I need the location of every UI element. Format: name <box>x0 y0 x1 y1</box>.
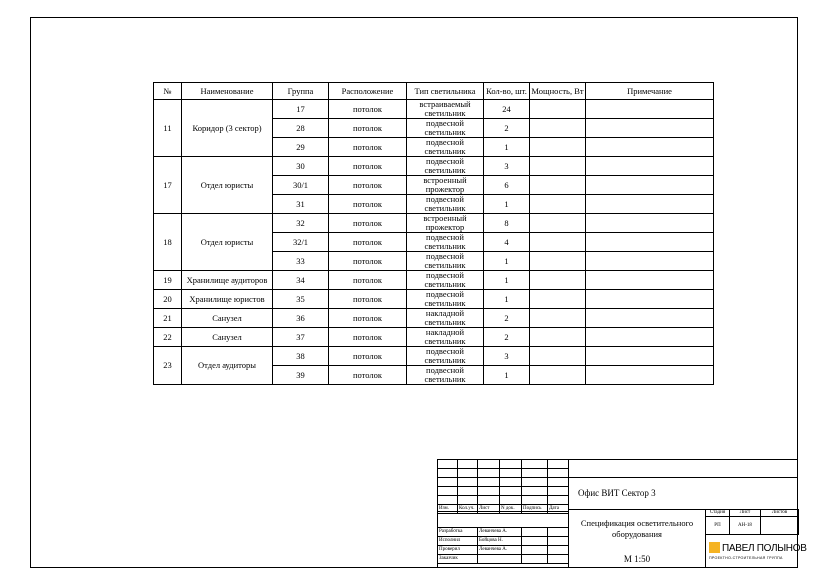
room-number: 21 <box>154 309 182 328</box>
table-row <box>154 157 714 176</box>
logo-subtext: ПРОЕКТНО-СТРОИТЕЛЬНАЯ ГРУППА <box>709 556 783 560</box>
note-cell <box>586 290 714 309</box>
note-cell <box>586 138 714 157</box>
col-sign: Подпись <box>522 505 548 514</box>
role-person: Леванчева А. <box>478 528 522 537</box>
group-cell: 30 <box>273 157 329 176</box>
room-number: 23 <box>154 347 182 385</box>
room-number: 18 <box>154 214 182 271</box>
lamp-type-cell: подвесной светильник <box>407 290 484 309</box>
note-cell <box>586 252 714 271</box>
header-qty: Кол-во, шт. <box>484 83 530 100</box>
room-name: Отдел юристы <box>182 214 273 271</box>
location-cell: потолок <box>329 119 407 138</box>
role-row <box>438 528 569 537</box>
header-location: Расположение <box>329 83 407 100</box>
power-cell <box>530 347 586 366</box>
qty-cell: 3 <box>484 347 530 366</box>
room-name: Санузел <box>182 328 273 347</box>
group-cell: 30/1 <box>273 176 329 195</box>
role-sign <box>522 537 548 546</box>
group-cell: 35 <box>273 290 329 309</box>
role-label: Заказчик <box>438 555 478 564</box>
room-name: Хранилище юристов <box>182 290 273 309</box>
revision-header-row <box>438 505 569 514</box>
logo-mark-icon <box>709 542 720 553</box>
role-sign <box>522 555 548 564</box>
group-cell: 32 <box>273 214 329 233</box>
roles-grid <box>437 527 569 564</box>
stage-grid <box>705 509 799 535</box>
note-cell <box>586 309 714 328</box>
location-cell: потолок <box>329 328 407 347</box>
lamp-type-cell: накладной светильник <box>407 309 484 328</box>
location-cell: потолок <box>329 100 407 119</box>
group-cell: 38 <box>273 347 329 366</box>
group-cell: 28 <box>273 119 329 138</box>
location-cell: потолок <box>329 233 407 252</box>
location-cell: потолок <box>329 252 407 271</box>
group-cell: 32/1 <box>273 233 329 252</box>
table-row <box>154 347 714 366</box>
table-row <box>154 100 714 119</box>
group-cell: 33 <box>273 252 329 271</box>
group-cell: 37 <box>273 328 329 347</box>
qty-cell: 2 <box>484 309 530 328</box>
role-row <box>438 555 569 564</box>
header-num: № <box>154 83 182 100</box>
sheets-value <box>761 517 799 535</box>
location-cell: потолок <box>329 290 407 309</box>
lamp-type-cell: подвесной светильник <box>407 138 484 157</box>
room-name: Санузел <box>182 309 273 328</box>
role-person <box>478 555 522 564</box>
note-cell <box>586 176 714 195</box>
note-cell <box>586 214 714 233</box>
location-cell: потолок <box>329 309 407 328</box>
table-row <box>154 328 714 347</box>
location-cell: потолок <box>329 347 407 366</box>
group-cell: 39 <box>273 366 329 385</box>
note-cell <box>586 271 714 290</box>
qty-cell: 1 <box>484 271 530 290</box>
project-name: Офис ВИТ Сектор 3 <box>578 488 656 498</box>
col-kol: Кол.уч. <box>458 505 478 514</box>
qty-cell: 2 <box>484 328 530 347</box>
location-cell: потолок <box>329 366 407 385</box>
power-cell <box>530 252 586 271</box>
qty-cell: 6 <box>484 176 530 195</box>
header-name: Наименование <box>182 83 273 100</box>
location-cell: потолок <box>329 138 407 157</box>
group-cell: 29 <box>273 138 329 157</box>
qty-cell: 1 <box>484 138 530 157</box>
location-cell: потолок <box>329 214 407 233</box>
room-name: Отдел аудиторы <box>182 347 273 385</box>
location-cell: потолок <box>329 157 407 176</box>
note-cell <box>586 100 714 119</box>
spec-table <box>153 82 714 385</box>
table-header-row <box>154 83 714 100</box>
table-row <box>154 271 714 290</box>
location-cell: потолок <box>329 271 407 290</box>
power-cell <box>530 366 586 385</box>
group-cell: 17 <box>273 100 329 119</box>
note-cell <box>586 347 714 366</box>
lamp-type-cell: подвесной светильник <box>407 271 484 290</box>
note-cell <box>586 233 714 252</box>
role-sign <box>522 528 548 537</box>
power-cell <box>530 176 586 195</box>
lamp-type-cell: подвесной светильник <box>407 252 484 271</box>
header-power: Мощность, Вт <box>530 83 586 100</box>
lamp-type-cell: подвесной светильник <box>407 195 484 214</box>
lamp-type-cell: подвесной светильник <box>407 366 484 385</box>
qty-cell: 1 <box>484 252 530 271</box>
qty-cell: 1 <box>484 366 530 385</box>
power-cell <box>530 309 586 328</box>
table-row <box>154 214 714 233</box>
power-cell <box>530 119 586 138</box>
header-lamp-type: Тип светильника <box>407 83 484 100</box>
logo-text: ПАВЕЛ ПОЛЫНОВ <box>722 543 807 554</box>
qty-cell: 24 <box>484 100 530 119</box>
sheet-title: Спецификация осветительного оборудования <box>580 518 694 539</box>
col-ndoc: N док. <box>500 505 522 514</box>
note-cell <box>586 119 714 138</box>
room-number: 20 <box>154 290 182 309</box>
qty-cell: 3 <box>484 157 530 176</box>
power-cell <box>530 271 586 290</box>
qty-cell: 2 <box>484 119 530 138</box>
role-date <box>548 555 569 564</box>
note-cell <box>586 157 714 176</box>
room-number: 11 <box>154 100 182 157</box>
group-cell: 36 <box>273 309 329 328</box>
role-sign <box>522 546 548 555</box>
location-cell: потолок <box>329 176 407 195</box>
sheets-label: Листов <box>761 510 799 517</box>
col-izm: Изм. <box>438 505 458 514</box>
group-cell: 34 <box>273 271 329 290</box>
lamp-type-cell: подвесной светильник <box>407 347 484 366</box>
lamp-type-cell: подвесной светильник <box>407 233 484 252</box>
sheet-label: Лист <box>730 510 761 517</box>
col-date: Дата <box>548 505 569 514</box>
table-row <box>154 309 714 328</box>
lamp-type-cell: накладной светильник <box>407 328 484 347</box>
role-label: Исполнил <box>438 537 478 546</box>
qty-cell: 1 <box>484 195 530 214</box>
role-date <box>548 537 569 546</box>
note-cell <box>586 328 714 347</box>
role-row <box>438 537 569 546</box>
role-label: Разработка <box>438 528 478 537</box>
power-cell <box>530 290 586 309</box>
col-list: Лист <box>478 505 500 514</box>
group-cell: 31 <box>273 195 329 214</box>
scale-label: М 1:50 <box>623 554 651 564</box>
header-group: Группа <box>273 83 329 100</box>
role-label: Проверил <box>438 546 478 555</box>
power-cell <box>530 138 586 157</box>
role-person: Леванчева А. <box>478 546 522 555</box>
power-cell <box>530 195 586 214</box>
power-cell <box>530 214 586 233</box>
note-cell <box>586 366 714 385</box>
power-cell <box>530 157 586 176</box>
room-name: Отдел юристы <box>182 157 273 214</box>
location-cell: потолок <box>329 195 407 214</box>
qty-cell: 1 <box>484 290 530 309</box>
lamp-type-cell: встраиваемый светильник <box>407 100 484 119</box>
role-person: Бойцова Н. <box>478 537 522 546</box>
role-row <box>438 546 569 555</box>
power-cell <box>530 233 586 252</box>
table-row <box>154 290 714 309</box>
lamp-type-cell: подвесной светильник <box>407 157 484 176</box>
power-cell <box>530 100 586 119</box>
qty-cell: 8 <box>484 214 530 233</box>
sheet-value: АН-18 <box>730 517 761 535</box>
room-name: Коридор (3 сектор) <box>182 100 273 157</box>
revision-grid <box>437 459 569 514</box>
qty-cell: 4 <box>484 233 530 252</box>
room-number: 22 <box>154 328 182 347</box>
room-name: Хранилище аудиторов <box>182 271 273 290</box>
role-date <box>548 546 569 555</box>
role-date <box>548 528 569 537</box>
power-cell <box>530 328 586 347</box>
lamp-type-cell: встроенный прожектор <box>407 214 484 233</box>
room-number: 19 <box>154 271 182 290</box>
lamp-type-cell: подвесной светильник <box>407 119 484 138</box>
stage-label: Стадия <box>706 510 730 517</box>
stage-value: РП <box>706 517 730 535</box>
note-cell <box>586 195 714 214</box>
lamp-type-cell: встроенный прожектор <box>407 176 484 195</box>
header-note: Примечание <box>586 83 714 100</box>
room-number: 17 <box>154 157 182 214</box>
